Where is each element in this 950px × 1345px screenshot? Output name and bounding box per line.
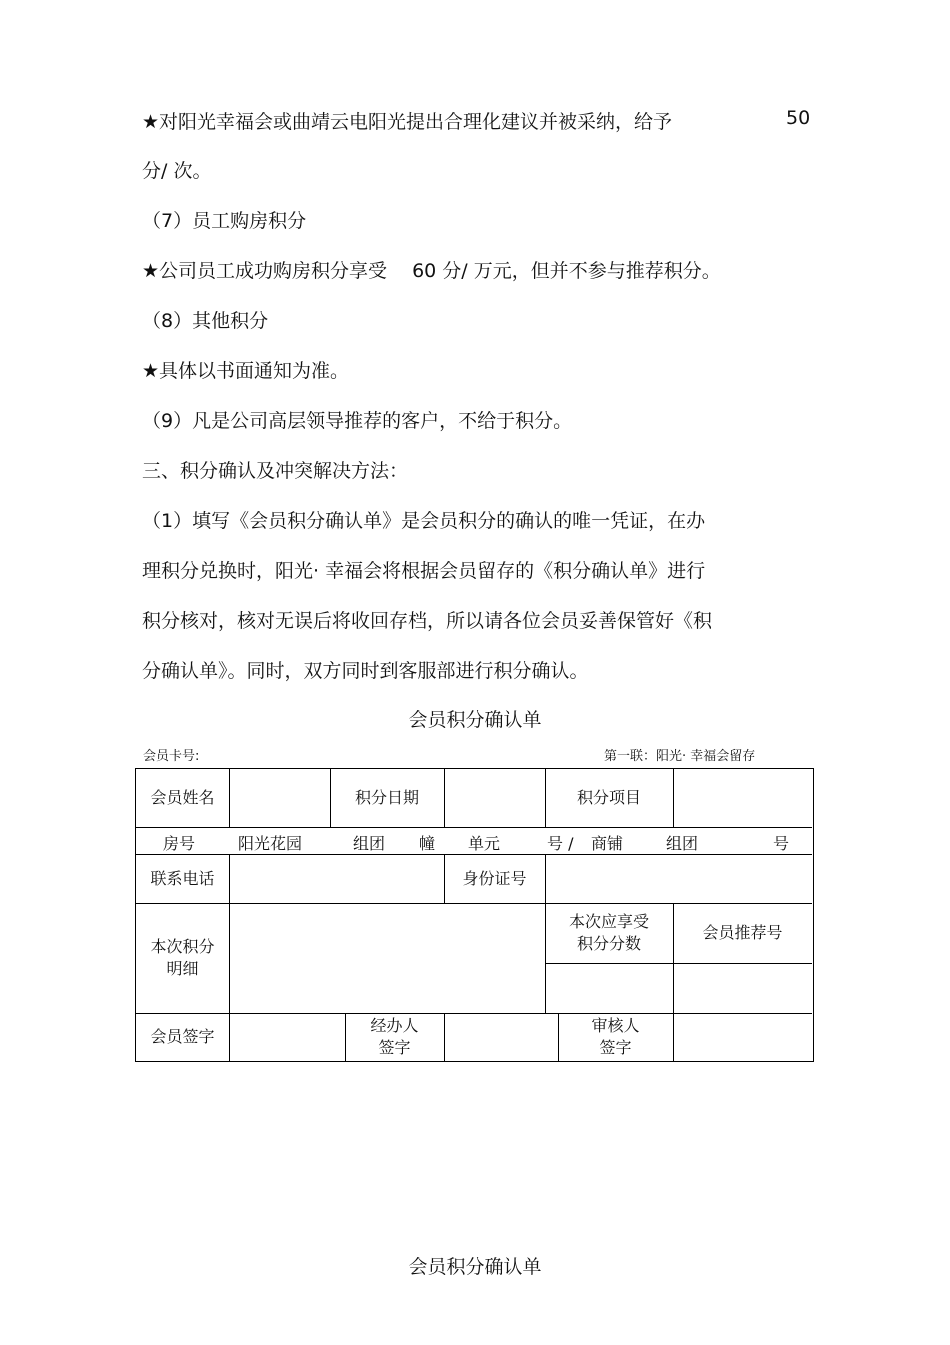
- due-points-line2: 积分分数: [576, 934, 641, 953]
- phone-label: 联系电话: [150, 868, 215, 888]
- number-shop-separator: 号 /: [547, 834, 574, 853]
- handler-line1: 经办人: [370, 1016, 419, 1036]
- auditor-signature-field[interactable]: [674, 1013, 812, 1061]
- member-signature-field[interactable]: [230, 1013, 345, 1061]
- points-detail-line1: 本次积分: [150, 937, 215, 957]
- shop-number-label: 号: [773, 834, 790, 853]
- garden-label: 阳光花园: [238, 834, 303, 853]
- para-per-time: 分/ 次。: [142, 160, 212, 182]
- points-date-label: 积分日期: [354, 788, 419, 808]
- para-confirm-line3: 积分核对，核对无误后将收回存档，所以请各位会员妥善保管好《积: [142, 610, 713, 632]
- id-number-field[interactable]: [546, 854, 812, 903]
- para-confirm-line4: 分确认单》。同时，双方同时到客服部进行积分确认。: [142, 660, 589, 682]
- unit-label: 单元: [468, 834, 501, 853]
- points-detail-line2: 明细: [166, 959, 199, 978]
- room-number-label: 房号: [163, 834, 196, 853]
- phone-field[interactable]: [230, 854, 444, 903]
- para-suggestion-reward: ★对阳光幸福会或曲靖云电阳光提出合理化建议并被采纳，给予: [142, 111, 673, 133]
- auditor-line2: 签字: [599, 1038, 632, 1057]
- handler-signature-label: [345, 1013, 444, 1061]
- para-staff-purchase-rule: ★公司员工成功购房积分享受 60 分/ 万元，但并不参与推荐积分。: [142, 260, 721, 282]
- handler-line2: 签字: [378, 1038, 411, 1057]
- para-confirm-line2: 理积分兑换时，阳光· 幸福会将根据会员留存的《积分确认单》进行: [142, 560, 706, 582]
- points-confirmation-form: [135, 768, 814, 1062]
- referral-number-label: 会员推荐号: [702, 923, 783, 943]
- section-staff-purchase: （7）员工购房积分: [142, 210, 307, 232]
- group-label: 组团: [353, 834, 386, 853]
- member-signature-label: 会员签字: [150, 1027, 215, 1047]
- id-number-label: 身份证号: [462, 868, 527, 888]
- para-confirm-line1: （1）填写《会员积分确认单》是会员积分的确认的唯一凭证，在办: [142, 510, 706, 532]
- member-name-label: 会员姓名: [150, 788, 215, 808]
- para-written-notice: ★具体以书面通知为准。: [142, 360, 350, 382]
- auditor-signature-label: [558, 1013, 673, 1061]
- points-date-field[interactable]: [445, 769, 545, 827]
- referral-number-field[interactable]: [674, 964, 812, 1013]
- points-detail-field[interactable]: [230, 903, 545, 1013]
- points-value-50: 50: [786, 107, 811, 129]
- para-exec-referral: （9）凡是公司高层领导推荐的客户，不给于积分。: [142, 410, 573, 432]
- footer-form-title: 会员积分确认单: [408, 1256, 542, 1278]
- section-confirmation: 三、积分确认及冲突解决方法：: [142, 460, 409, 482]
- shop-group-label: 组团: [666, 834, 699, 853]
- points-item-label: 积分项目: [576, 788, 641, 808]
- due-points-field[interactable]: [546, 964, 673, 1013]
- due-points-label: [545, 903, 673, 963]
- form-title: 会员积分确认单: [408, 709, 542, 731]
- shop-label: 商铺: [591, 834, 624, 853]
- points-detail-label: [136, 903, 229, 1013]
- due-points-line1: 本次应享受: [568, 912, 649, 932]
- card-number-label: 会员卡号:: [143, 749, 200, 764]
- building-label: 幢: [419, 834, 436, 853]
- auditor-line1: 审核人: [591, 1016, 640, 1036]
- points-item-field[interactable]: [674, 769, 812, 827]
- member-name-field[interactable]: [230, 769, 330, 827]
- copy-label: 第一联：阳光· 幸福会留存: [604, 749, 756, 764]
- handler-signature-field[interactable]: [445, 1013, 558, 1061]
- section-other-points: （8）其他积分: [142, 310, 269, 332]
